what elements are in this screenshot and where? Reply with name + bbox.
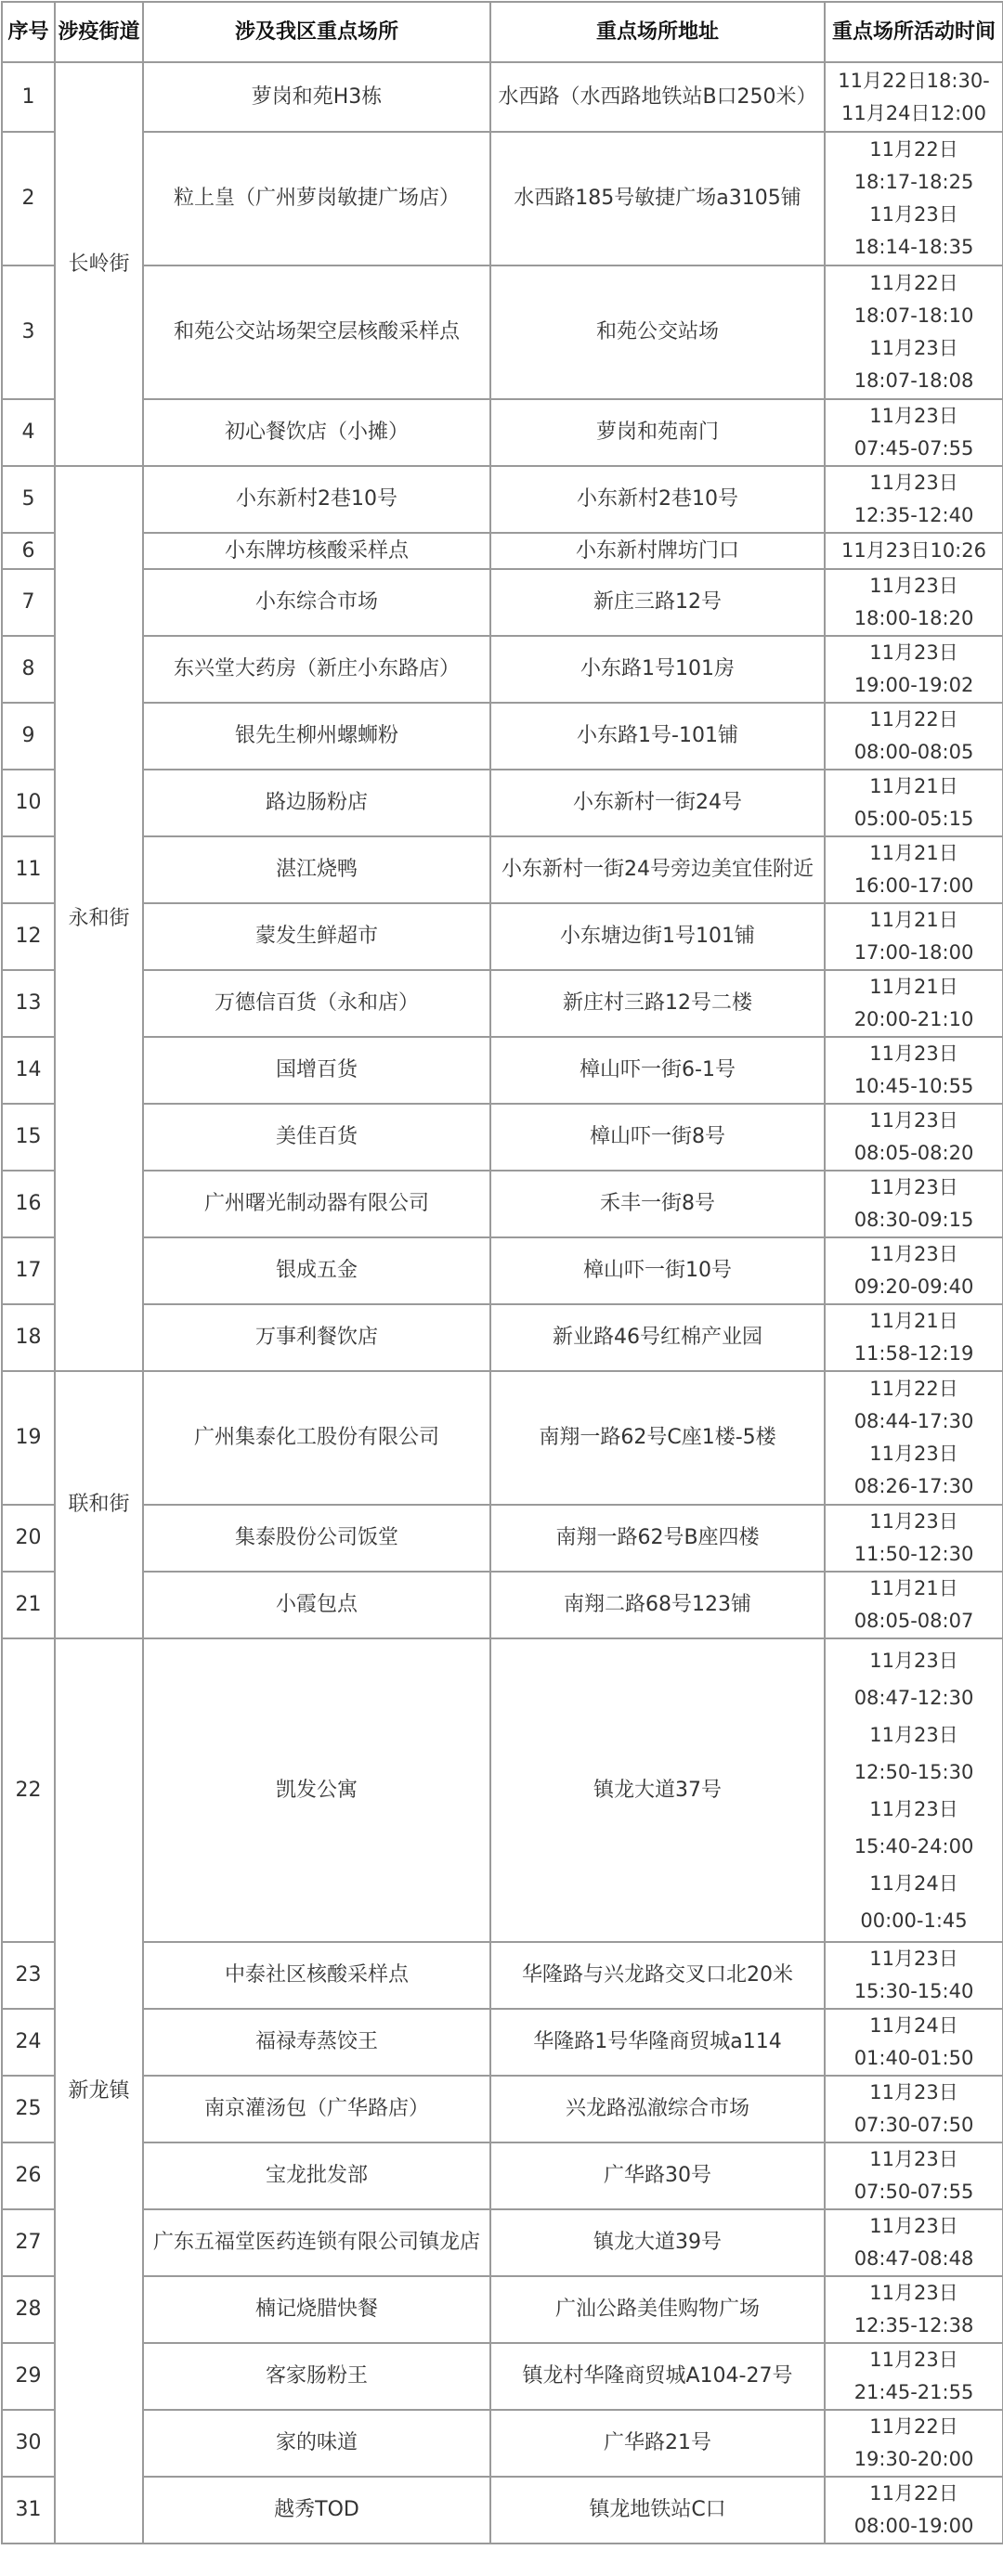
time-line: 11月21日 bbox=[869, 1310, 958, 1332]
time-line: 11月22日 bbox=[869, 2415, 958, 2438]
time-cell bbox=[825, 1572, 1003, 1638]
table-row bbox=[2, 1237, 1003, 1304]
time-line: 07:30-07:50 bbox=[853, 2114, 974, 2136]
address-cell: 小东新村一街24号 bbox=[490, 770, 825, 836]
time-cell bbox=[825, 1942, 1003, 2009]
table-row bbox=[2, 1942, 1003, 2009]
time-line: 11月23日 bbox=[869, 203, 958, 226]
time-line: 11月22日18:30- bbox=[838, 69, 990, 92]
row-number: 4 bbox=[2, 399, 55, 466]
row-number: 31 bbox=[2, 2477, 55, 2544]
row-number: 3 bbox=[2, 265, 55, 399]
street-cell: 新龙镇 bbox=[55, 1638, 143, 2544]
place-cell: 湛江烧鸭 bbox=[143, 836, 490, 903]
time-cell bbox=[825, 2142, 1003, 2209]
address-cell: 广华路30号 bbox=[490, 2142, 825, 2209]
place-cell: 蒙发生鲜超市 bbox=[143, 903, 490, 970]
address-cell: 南翔一路62号C座1楼-5楼 bbox=[490, 1371, 825, 1505]
table-row bbox=[2, 1171, 1003, 1237]
table-row bbox=[2, 569, 1003, 636]
address-cell: 和苑公交站场 bbox=[490, 265, 825, 399]
street-cell: 联和街 bbox=[55, 1371, 143, 1638]
street-cell: 长岭街 bbox=[55, 62, 143, 466]
place-cell: 集泰股份公司饭堂 bbox=[143, 1505, 490, 1572]
row-number: 2 bbox=[2, 132, 55, 265]
time-line: 08:47-08:48 bbox=[853, 2247, 974, 2270]
time-line: 11月24日 bbox=[869, 1871, 958, 1895]
address-cell: 新庄三路12号 bbox=[490, 569, 825, 636]
row-number: 6 bbox=[2, 533, 55, 569]
time-line: 18:00-18:20 bbox=[853, 607, 974, 629]
time-line: 11月24日 bbox=[869, 2014, 958, 2037]
address-cell: 兴龙路泓澈综合市场 bbox=[490, 2076, 825, 2142]
time-line: 11月23日 bbox=[869, 1797, 958, 1820]
time-line: 08:05-08:20 bbox=[853, 1142, 974, 1164]
time-line: 08:26-17:30 bbox=[853, 1475, 974, 1497]
row-number: 18 bbox=[2, 1304, 55, 1371]
time-cell bbox=[825, 1171, 1003, 1237]
header-row bbox=[2, 2, 1003, 62]
time-line: 08:00-08:05 bbox=[853, 741, 974, 763]
address-cell: 华隆路1号华隆商贸城a114 bbox=[490, 2009, 825, 2076]
time-cell bbox=[825, 399, 1003, 466]
place-cell: 凯发公寓 bbox=[143, 1638, 490, 1942]
time-line: 11月23日 bbox=[869, 1649, 958, 1672]
time-cell bbox=[825, 533, 1003, 569]
address-cell: 萝岗和苑南门 bbox=[490, 399, 825, 466]
place-cell: 客家肠粉王 bbox=[143, 2343, 490, 2410]
time-cell bbox=[825, 569, 1003, 636]
place-cell: 萝岗和苑H3栋 bbox=[143, 62, 490, 132]
time-line: 11月23日 bbox=[869, 1243, 958, 1265]
time-line: 11月23日 bbox=[869, 575, 958, 597]
time-line: 11月23日 bbox=[869, 472, 958, 494]
time-line: 11月23日 bbox=[869, 641, 958, 664]
time-cell bbox=[825, 2343, 1003, 2410]
header-no: 序号 bbox=[2, 2, 55, 62]
address-cell: 南翔一路62号B座四楼 bbox=[490, 1505, 825, 1572]
time-cell bbox=[825, 132, 1003, 265]
table-row bbox=[2, 1638, 1003, 1942]
row-number: 1 bbox=[2, 62, 55, 132]
time-line: 11月22日 bbox=[869, 2482, 958, 2505]
table-row bbox=[2, 132, 1003, 265]
time-line: 10:45-10:55 bbox=[853, 1075, 974, 1097]
time-line: 11月23日 bbox=[869, 2215, 958, 2237]
time-cell bbox=[825, 1505, 1003, 1572]
time-line: 12:50-15:30 bbox=[853, 1760, 974, 1783]
address-cell: 小东塘边街1号101铺 bbox=[490, 903, 825, 970]
address-cell: 华隆路与兴龙路交叉口北20米 bbox=[490, 1942, 825, 2009]
time-cell bbox=[825, 62, 1003, 132]
place-cell: 福禄寿蒸饺王 bbox=[143, 2009, 490, 2076]
header-time: 重点场所活动时间 bbox=[825, 2, 1003, 62]
table-row bbox=[2, 703, 1003, 770]
place-cell: 粒上皇（广州萝岗敏捷广场店） bbox=[143, 132, 490, 265]
time-line: 11月21日 bbox=[869, 842, 958, 864]
row-number: 9 bbox=[2, 703, 55, 770]
time-line: 12:35-12:38 bbox=[853, 2314, 974, 2337]
address-cell: 广华路21号 bbox=[490, 2410, 825, 2477]
header-address: 重点场所地址 bbox=[490, 2, 825, 62]
time-line: 20:00-21:10 bbox=[853, 1008, 974, 1030]
time-line: 11月23日 bbox=[869, 2081, 958, 2104]
time-line: 11月24日12:00 bbox=[841, 101, 986, 124]
place-cell: 万德信百货（永和店） bbox=[143, 970, 490, 1037]
address-cell: 水西路（水西路地铁站B口250米） bbox=[490, 62, 825, 132]
time-cell bbox=[825, 2477, 1003, 2544]
time-cell bbox=[825, 1304, 1003, 1371]
time-line: 11月23日 bbox=[869, 2282, 958, 2304]
address-cell: 水西路185号敏捷广场a3105铺 bbox=[490, 132, 825, 265]
place-cell: 和苑公交站场架空层核酸采样点 bbox=[143, 265, 490, 399]
time-cell bbox=[825, 836, 1003, 903]
row-number: 24 bbox=[2, 2009, 55, 2076]
address-cell: 樟山吓一街6-1号 bbox=[490, 1037, 825, 1104]
place-cell: 楠记烧腊快餐 bbox=[143, 2276, 490, 2343]
time-line: 11月23日 bbox=[869, 1042, 958, 1065]
time-line: 11月21日 bbox=[869, 775, 958, 797]
row-number: 22 bbox=[2, 1638, 55, 1942]
time-line: 08:47-12:30 bbox=[853, 1686, 974, 1709]
place-cell: 美佳百货 bbox=[143, 1104, 490, 1171]
table-row bbox=[2, 62, 1003, 132]
time-cell bbox=[825, 1237, 1003, 1304]
place-cell: 广东五福堂医药连锁有限公司镇龙店 bbox=[143, 2209, 490, 2276]
time-line: 11月21日 bbox=[869, 1577, 958, 1599]
time-line: 00:00-1:45 bbox=[860, 1909, 968, 1932]
table-row bbox=[2, 399, 1003, 466]
time-line: 11月22日 bbox=[869, 138, 958, 161]
table-row bbox=[2, 836, 1003, 903]
time-line: 01:40-01:50 bbox=[853, 2047, 974, 2069]
time-line: 11月23日 bbox=[869, 1176, 958, 1198]
address-cell: 广汕公路美佳购物广场 bbox=[490, 2276, 825, 2343]
address-cell: 镇龙大道39号 bbox=[490, 2209, 825, 2276]
place-cell: 国增百货 bbox=[143, 1037, 490, 1104]
row-number: 23 bbox=[2, 1942, 55, 2009]
time-line: 15:40-24:00 bbox=[853, 1834, 974, 1858]
place-cell: 宝龙批发部 bbox=[143, 2142, 490, 2209]
time-line: 07:50-07:55 bbox=[853, 2181, 974, 2203]
time-line: 11:50-12:30 bbox=[853, 1543, 974, 1565]
row-number: 29 bbox=[2, 2343, 55, 2410]
place-cell: 小东牌坊核酸采样点 bbox=[143, 533, 490, 569]
row-number: 15 bbox=[2, 1104, 55, 1171]
time-line: 05:00-05:15 bbox=[853, 808, 974, 830]
time-line: 11月23日 bbox=[869, 2148, 958, 2170]
time-cell bbox=[825, 2009, 1003, 2076]
address-cell: 新庄村三路12号二楼 bbox=[490, 970, 825, 1037]
time-line: 11月21日 bbox=[869, 976, 958, 998]
place-cell: 银成五金 bbox=[143, 1237, 490, 1304]
street-cell: 永和街 bbox=[55, 466, 143, 1371]
time-cell bbox=[825, 2410, 1003, 2477]
address-cell: 南翔二路68号123铺 bbox=[490, 1572, 825, 1638]
table-row bbox=[2, 970, 1003, 1037]
place-cell: 广州曙光制动器有限公司 bbox=[143, 1171, 490, 1237]
row-number: 19 bbox=[2, 1371, 55, 1505]
place-cell: 家的味道 bbox=[143, 2410, 490, 2477]
place-cell: 万事利餐饮店 bbox=[143, 1304, 490, 1371]
row-number: 30 bbox=[2, 2410, 55, 2477]
time-cell bbox=[825, 636, 1003, 703]
row-number: 28 bbox=[2, 2276, 55, 2343]
time-line: 09:20-09:40 bbox=[853, 1275, 974, 1298]
row-number: 11 bbox=[2, 836, 55, 903]
table-row bbox=[2, 1104, 1003, 1171]
row-number: 8 bbox=[2, 636, 55, 703]
address-cell: 镇龙村华隆商贸城A104-27号 bbox=[490, 2343, 825, 2410]
row-number: 5 bbox=[2, 466, 55, 533]
place-cell: 越秀TOD bbox=[143, 2477, 490, 2544]
time-line: 15:30-15:40 bbox=[853, 1980, 974, 2002]
time-line: 07:45-07:55 bbox=[853, 437, 974, 460]
table-row bbox=[2, 2343, 1003, 2410]
time-line: 18:07-18:10 bbox=[853, 304, 974, 327]
place-cell: 小东综合市场 bbox=[143, 569, 490, 636]
time-cell bbox=[825, 970, 1003, 1037]
address-cell: 小东路1号-101铺 bbox=[490, 703, 825, 770]
row-number: 21 bbox=[2, 1572, 55, 1638]
time-line: 11月21日 bbox=[869, 909, 958, 931]
place-cell: 小霞包点 bbox=[143, 1572, 490, 1638]
time-line: 18:17-18:25 bbox=[853, 171, 974, 193]
table-row bbox=[2, 903, 1003, 970]
table-row bbox=[2, 770, 1003, 836]
time-cell bbox=[825, 1638, 1003, 1942]
row-number: 12 bbox=[2, 903, 55, 970]
time-cell bbox=[825, 903, 1003, 970]
table-row bbox=[2, 2142, 1003, 2209]
place-cell: 小东新村2巷10号 bbox=[143, 466, 490, 533]
place-cell: 南京灌汤包（广华路店） bbox=[143, 2076, 490, 2142]
time-line: 19:30-20:00 bbox=[853, 2448, 974, 2470]
address-cell: 新业路46号红棉产业园 bbox=[490, 1304, 825, 1371]
time-line: 11:58-12:19 bbox=[853, 1342, 974, 1365]
time-line: 12:35-12:40 bbox=[853, 504, 974, 526]
table-row bbox=[2, 265, 1003, 399]
place-cell: 路边肠粉店 bbox=[143, 770, 490, 836]
table-row bbox=[2, 2410, 1003, 2477]
table-body bbox=[2, 62, 1003, 2544]
time-line: 17:00-18:00 bbox=[853, 941, 974, 964]
table-row bbox=[2, 1037, 1003, 1104]
table-row bbox=[2, 2209, 1003, 2276]
place-cell: 中泰社区核酸采样点 bbox=[143, 1942, 490, 2009]
row-number: 7 bbox=[2, 569, 55, 636]
time-line: 21:45-21:55 bbox=[853, 2381, 974, 2403]
header-place: 涉及我区重点场所 bbox=[143, 2, 490, 62]
time-cell bbox=[825, 2076, 1003, 2142]
key-places-table bbox=[1, 1, 1003, 2544]
time-line: 16:00-17:00 bbox=[853, 874, 974, 897]
table-row bbox=[2, 2009, 1003, 2076]
time-cell bbox=[825, 703, 1003, 770]
time-line: 08:44-17:30 bbox=[853, 1410, 974, 1432]
header-street: 涉疫街道 bbox=[55, 2, 143, 62]
row-number: 27 bbox=[2, 2209, 55, 2276]
time-cell bbox=[825, 265, 1003, 399]
time-cell bbox=[825, 2209, 1003, 2276]
address-cell: 樟山吓一街10号 bbox=[490, 1237, 825, 1304]
table-row bbox=[2, 1304, 1003, 1371]
row-number: 13 bbox=[2, 970, 55, 1037]
time-cell bbox=[825, 2276, 1003, 2343]
time-cell bbox=[825, 1104, 1003, 1171]
address-cell: 小东新村一街24号旁边美宜佳附近 bbox=[490, 836, 825, 903]
row-number: 25 bbox=[2, 2076, 55, 2142]
row-number: 20 bbox=[2, 1505, 55, 1572]
row-number: 10 bbox=[2, 770, 55, 836]
row-number: 16 bbox=[2, 1171, 55, 1237]
row-number: 14 bbox=[2, 1037, 55, 1104]
table-row bbox=[2, 1572, 1003, 1638]
time-line: 18:14-18:35 bbox=[853, 236, 974, 258]
time-line: 08:00-19:00 bbox=[853, 2515, 974, 2537]
time-line: 11月22日 bbox=[869, 1378, 958, 1400]
address-cell: 小东新村2巷10号 bbox=[490, 466, 825, 533]
time-line: 11月23日 bbox=[869, 405, 958, 427]
time-line: 11月23日 bbox=[869, 2349, 958, 2371]
time-cell bbox=[825, 466, 1003, 533]
time-line: 11月23日 bbox=[869, 1443, 958, 1465]
address-cell: 镇龙地铁站C口 bbox=[490, 2477, 825, 2544]
time-line: 11月23日 bbox=[869, 1723, 958, 1746]
time-line: 11月23日 bbox=[869, 1948, 958, 1970]
table-row bbox=[2, 2276, 1003, 2343]
time-cell bbox=[825, 1371, 1003, 1505]
time-cell bbox=[825, 770, 1003, 836]
table-row bbox=[2, 2477, 1003, 2544]
time-line: 11月23日 bbox=[869, 337, 958, 359]
address-cell: 小东路1号101房 bbox=[490, 636, 825, 703]
table-row bbox=[2, 533, 1003, 569]
time-line: 08:05-08:07 bbox=[853, 1610, 974, 1632]
address-cell: 樟山吓一街8号 bbox=[490, 1104, 825, 1171]
address-cell: 禾丰一街8号 bbox=[490, 1171, 825, 1237]
place-cell: 广州集泰化工股份有限公司 bbox=[143, 1371, 490, 1505]
table-row bbox=[2, 2076, 1003, 2142]
table-row bbox=[2, 636, 1003, 703]
time-line: 11月23日 bbox=[869, 1510, 958, 1533]
place-cell: 初心餐饮店（小摊） bbox=[143, 399, 490, 466]
time-cell bbox=[825, 1037, 1003, 1104]
place-cell: 银先生柳州螺蛳粉 bbox=[143, 703, 490, 770]
row-number: 17 bbox=[2, 1237, 55, 1304]
address-cell: 镇龙大道37号 bbox=[490, 1638, 825, 1942]
table-row bbox=[2, 1371, 1003, 1505]
time-line: 19:00-19:02 bbox=[853, 674, 974, 696]
time-line: 11月22日 bbox=[869, 708, 958, 731]
time-line: 08:30-09:15 bbox=[853, 1209, 974, 1231]
table-row bbox=[2, 1505, 1003, 1572]
row-number: 26 bbox=[2, 2142, 55, 2209]
place-cell: 东兴堂大药房（新庄小东路店） bbox=[143, 636, 490, 703]
time-line: 11月22日 bbox=[869, 272, 958, 294]
time-line: 11月23日 bbox=[869, 1109, 958, 1132]
table-row bbox=[2, 466, 1003, 533]
time-line: 11月23日10:26 bbox=[841, 539, 986, 562]
time-line: 18:07-18:08 bbox=[853, 369, 974, 392]
address-cell: 小东新村牌坊门口 bbox=[490, 533, 825, 569]
